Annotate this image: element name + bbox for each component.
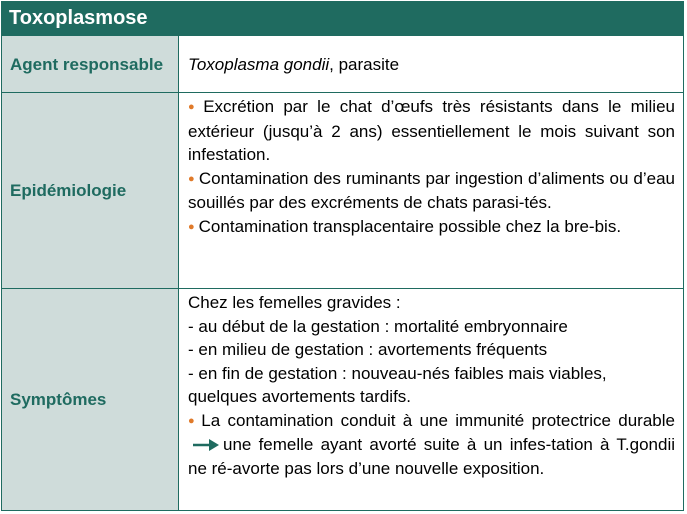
symptom-bullet bbox=[188, 409, 675, 481]
content-agent bbox=[179, 36, 683, 92]
epi-item bbox=[188, 215, 675, 240]
epi-item-text: Contamination des ruminants par ingestion d’aliments ou d’eau souillés par des excréments de chats parasi-tés. bbox=[188, 168, 675, 212]
content-epidemiologie bbox=[179, 93, 683, 288]
label-epidemiologie: Epidémiologie bbox=[2, 93, 179, 288]
row-symptomes bbox=[2, 288, 683, 510]
agent-text bbox=[188, 53, 399, 77]
bullet-icon: ● bbox=[188, 220, 195, 233]
symptom-bullet-text-1: La contamination conduit à une immunité protectrice durable bbox=[201, 410, 675, 430]
epi-item-text: Excrétion par le chat d’œufs très résistants dans le milieu extérieur (jusqu’à 2 ans) essentiellement le mois suivant son infestation. bbox=[188, 97, 675, 164]
symptom-bullet-text-2: une femelle ayant avorté suite à un infes-tation à T.gondii ne ré-avorte pas lors d’une nouvelle exposition. bbox=[188, 435, 675, 478]
symptom-line: - en fin de gestation : nouveau-nés faibles mais viables, quelques avortements tardifs. bbox=[188, 363, 607, 406]
epi-item bbox=[188, 95, 675, 167]
label-symptomes: Symptômes bbox=[2, 289, 179, 510]
label-agent: Agent responsable bbox=[2, 36, 179, 92]
card-title: Toxoplasmose bbox=[2, 2, 683, 35]
row-agent bbox=[2, 35, 683, 92]
symptom-line: Chez les femelles gravides : bbox=[188, 293, 401, 312]
disease-card bbox=[1, 1, 684, 511]
bullet-icon: ● bbox=[188, 101, 200, 113]
epi-item-text: Contamination transplacentaire possible chez la bre-bis. bbox=[198, 216, 622, 236]
symptom-line: - en milieu de gestation : avortements fréquents bbox=[188, 340, 548, 359]
content-symptomes bbox=[179, 289, 683, 510]
agent-rest: , parasite bbox=[329, 55, 400, 75]
bullet-icon: ● bbox=[188, 172, 195, 185]
symptom-line: - au début de la gestation : mortalité embryonnaire bbox=[188, 316, 568, 336]
agent-species: Toxoplasma gondii bbox=[188, 55, 330, 75]
bullet-icon: ● bbox=[188, 414, 198, 427]
row-epidemiologie bbox=[2, 92, 683, 288]
epi-item bbox=[188, 167, 675, 215]
arrow-right-icon bbox=[192, 437, 220, 453]
